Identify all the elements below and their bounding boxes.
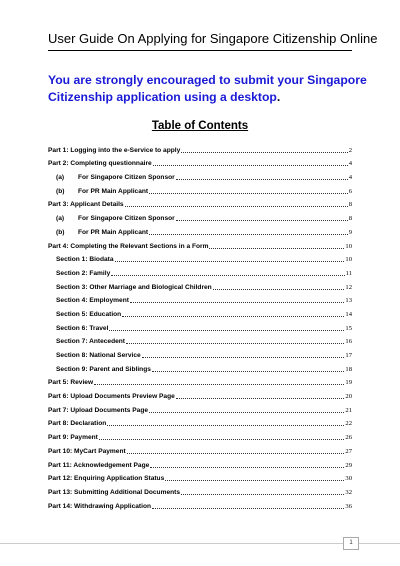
toc-entry-page: 17 xyxy=(345,352,352,359)
toc-entry-label: Section 6: Travel xyxy=(56,324,109,332)
toc-entry-page: 11 xyxy=(345,269,352,277)
toc-entry-page: 14 xyxy=(345,310,352,318)
toc-entry-label: Section 2: Family xyxy=(56,269,111,277)
toc-dot-leader xyxy=(125,206,348,207)
toc-heading: Table of Contents xyxy=(151,120,249,132)
toc-dot-leader xyxy=(165,480,344,481)
toc-dot-leader xyxy=(99,439,345,440)
toc-entry-page: 10 xyxy=(345,242,352,250)
toc-entry-page: 22 xyxy=(345,420,352,428)
toc-dot-leader xyxy=(127,453,345,454)
toc-entry[interactable] xyxy=(48,141,352,155)
toc-dot-leader xyxy=(111,275,344,276)
toc-dot-leader xyxy=(94,384,344,385)
toc-entry-label: Part 6: Upload Documents Preview Page xyxy=(48,393,175,401)
toc-dot-leader xyxy=(107,425,344,426)
toc-entry-page: 4 xyxy=(348,174,352,182)
toc-entry-page: 16 xyxy=(345,338,352,346)
toc-entry-label: For Singapore Citizen Sponsor xyxy=(78,215,175,223)
toc-entry[interactable] xyxy=(48,333,352,347)
toc-dot-leader xyxy=(122,316,344,317)
toc-entry[interactable] xyxy=(48,223,352,237)
toc-entry[interactable] xyxy=(48,483,352,497)
desktop-notice-text: You are strongly encouraged to submit your Singapore Citizenship application using a desktop xyxy=(48,73,367,104)
toc-entry-label: Part 5: Review xyxy=(48,379,94,387)
toc-entry[interactable] xyxy=(48,292,352,306)
page-number: 1 xyxy=(343,537,359,550)
toc-entry-page: 18 xyxy=(345,365,352,373)
toc-dot-leader xyxy=(149,412,344,413)
toc-entry-label: Section 3: Other Marriage and Biological Children xyxy=(56,283,212,291)
toc-entry-page: 36 xyxy=(345,502,352,510)
toc-entry[interactable] xyxy=(48,497,352,511)
toc-entry[interactable] xyxy=(48,155,352,169)
toc-entry-label: Part 3: Applicant Details xyxy=(48,201,124,209)
toc-entry[interactable] xyxy=(48,428,352,442)
footer-divider xyxy=(0,543,400,544)
toc-entry-page: 8 xyxy=(348,215,352,223)
toc-entry-label: Section 8: National Service xyxy=(56,352,141,359)
toc-entry[interactable] xyxy=(48,415,352,429)
toc-dot-leader xyxy=(130,302,344,303)
toc-entry-page: 29 xyxy=(345,461,352,469)
toc-entry[interactable] xyxy=(48,278,352,292)
toc-dot-leader xyxy=(126,343,344,344)
toc-entry-prefix: (b) xyxy=(56,187,65,195)
desktop-notice-period: . xyxy=(276,90,281,104)
toc-dot-leader xyxy=(149,193,348,194)
toc-dot-leader xyxy=(176,179,348,180)
desktop-notice xyxy=(48,72,368,106)
toc-entry-page: 4 xyxy=(348,160,352,168)
toc-entry-prefix: (a) xyxy=(56,174,65,182)
toc-dot-leader xyxy=(213,289,345,290)
toc-entry[interactable] xyxy=(48,360,352,374)
toc-entry-label: Part 10: MyCart Payment xyxy=(48,447,126,455)
toc-entry-page: 2 xyxy=(348,146,352,154)
toc-dot-leader xyxy=(153,165,348,166)
toc-entry-page: 9 xyxy=(348,228,352,236)
toc-entry[interactable] xyxy=(48,182,352,196)
toc-entry-label: For PR Main Applicant xyxy=(78,187,149,195)
toc-entry-page: 26 xyxy=(345,434,352,442)
toc-entry[interactable] xyxy=(48,374,352,388)
toc-entry-page: 6 xyxy=(348,187,352,195)
toc-entry-page: 12 xyxy=(345,283,352,291)
toc-entry[interactable] xyxy=(48,442,352,456)
toc-dot-leader xyxy=(115,261,345,262)
toc-entry-label: Part 12: Enquiring Application Status xyxy=(48,475,165,483)
toc-entry-page: 10 xyxy=(345,256,352,264)
toc-dot-leader xyxy=(176,220,348,221)
toc-entry[interactable] xyxy=(48,264,352,278)
toc-dot-leader xyxy=(152,371,345,372)
toc-dot-leader xyxy=(142,357,345,358)
toc-entry[interactable] xyxy=(48,319,352,333)
toc-entry-label: Section 9: Parent and Siblings xyxy=(56,365,151,373)
toc-entry-page: 20 xyxy=(345,393,352,401)
toc-entry-page: 15 xyxy=(345,324,352,332)
toc-entry-label: Part 7: Upload Documents Page xyxy=(48,406,149,414)
toc-entry-label: Section 1: Biodata xyxy=(56,256,114,264)
toc-entry-page: 19 xyxy=(345,379,352,387)
toc-entry[interactable] xyxy=(48,196,352,210)
toc-entry-label: Part 4: Completing the Relevant Sections in a Form xyxy=(48,242,209,250)
toc-entry-label: Part 13: Submitting Additional Documents xyxy=(48,488,181,496)
toc-entry-page: 13 xyxy=(345,297,352,305)
header-divider xyxy=(48,50,352,51)
toc-entry-label: Part 2: Completing questionnaire xyxy=(48,160,152,168)
toc-entry[interactable] xyxy=(48,401,352,415)
toc-entry-page: 21 xyxy=(345,406,352,414)
toc-dot-leader xyxy=(152,508,344,509)
toc-entry-label: Part 8: Declaration xyxy=(48,420,107,428)
toc-entry-label: For Singapore Citizen Sponsor xyxy=(78,174,175,182)
toc-entry[interactable] xyxy=(48,237,352,251)
toc-entry[interactable] xyxy=(48,168,352,182)
toc-entry-label: Part 14: Withdrawing Application xyxy=(48,502,152,510)
toc-entry-label: For PR Main Applicant xyxy=(78,228,149,236)
toc-dot-leader xyxy=(209,248,344,249)
toc-entry[interactable] xyxy=(48,346,352,360)
toc-dot-leader xyxy=(176,398,345,399)
toc-entry-page: 32 xyxy=(345,488,352,496)
toc-dot-leader xyxy=(109,330,344,331)
toc-entry-label: Part 1: Logging into the e-Service to apply xyxy=(48,146,181,154)
toc-entry-prefix: (a) xyxy=(56,215,65,223)
toc-entry-label: Section 4: Employment xyxy=(56,297,129,305)
document-header-title: User Guide On Applying for Singapore Citizenship Online xyxy=(48,31,378,46)
toc-dot-leader xyxy=(149,234,348,235)
toc-entry-label: Part 11: Acknowledgement Page xyxy=(48,461,150,469)
toc-entry[interactable] xyxy=(48,387,352,401)
toc-entry[interactable] xyxy=(48,470,352,484)
toc-entry-page: 27 xyxy=(345,447,352,455)
toc-entry-label: Part 9: Payment xyxy=(48,434,98,442)
toc-dot-leader xyxy=(181,494,344,495)
toc-entry[interactable] xyxy=(48,209,352,223)
toc-entry[interactable] xyxy=(48,251,352,265)
toc-entry[interactable] xyxy=(48,305,352,319)
toc-entry-label: Section 5: Education xyxy=(56,310,122,318)
toc-entry[interactable] xyxy=(48,456,352,470)
toc-entry-prefix: (b) xyxy=(56,228,65,236)
toc-entry-page: 8 xyxy=(348,201,352,209)
toc-entry-label: Section 7: Antecedent xyxy=(56,338,126,346)
toc-entry-page: 30 xyxy=(345,475,352,483)
toc-dot-leader xyxy=(181,152,347,153)
toc-dot-leader xyxy=(150,467,344,468)
table-of-contents xyxy=(48,141,352,511)
